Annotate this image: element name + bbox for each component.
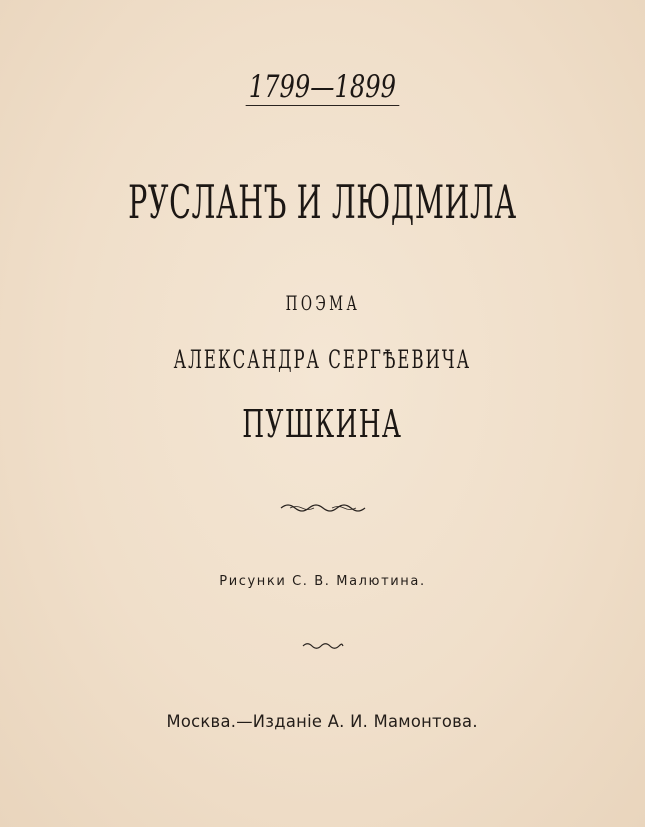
author-given-names: АЛЕКСАНДРА СЕРГѢЕВИЧА xyxy=(173,345,472,374)
book-title: РУСЛАНЪ И ЛЮДМИЛА xyxy=(128,175,517,229)
years-heading: 1799—1899 xyxy=(246,70,400,106)
title-line xyxy=(0,176,645,232)
genre-subtitle: ПОЭМА xyxy=(285,291,360,315)
illustrations-credit-line xyxy=(0,572,645,596)
author-last-line xyxy=(0,402,645,448)
subtitle-line xyxy=(0,291,645,317)
publisher-imprint: Москва.—Изданіе А. И. Мамонтова. xyxy=(166,712,479,732)
author-first-line xyxy=(0,345,645,377)
author-surname: ПУШКИНА xyxy=(242,402,403,446)
illustrations-credit: Рисунки С. В. Малютина. xyxy=(219,574,426,589)
small-wavy-rule-ornament-icon xyxy=(0,642,645,650)
publisher-line xyxy=(0,710,645,738)
years-line xyxy=(0,70,645,110)
wavy-rule-ornament-icon xyxy=(0,503,645,513)
